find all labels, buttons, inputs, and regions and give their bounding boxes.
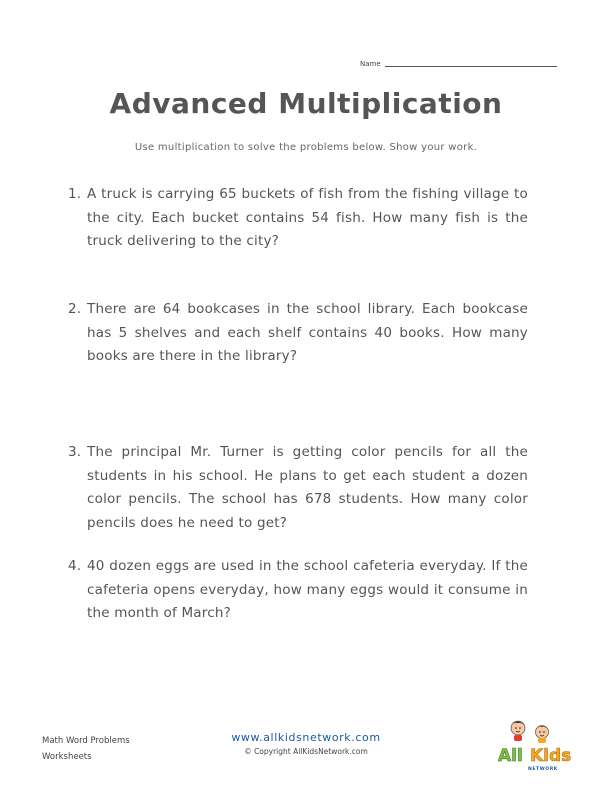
problem-number: 4. (68, 558, 82, 574)
page-title: Advanced Multiplication (109, 87, 503, 120)
footer-category-line1: Math Word Problems (42, 736, 130, 746)
problem-4 (68, 555, 528, 626)
logo-word-all: All (498, 746, 523, 766)
name-field[interactable] (360, 60, 557, 68)
problem-1 (68, 183, 528, 254)
problem-number: 2. (68, 301, 82, 317)
problem-text: The principal Mr. Turner is getting color pencils for all the students in his school. He plans to get each student a dozen color pencils. The school has 678 students. How many color pencils does he need to get? (87, 444, 528, 531)
copyright-text: © Copyright AllKidsNetwork.com (244, 747, 368, 756)
problem-number: 3. (68, 444, 82, 460)
problem-3 (68, 441, 528, 535)
problem-text: There are 64 bookcases in the school library. Each bookcase has 5 shelves and each shelf contains 40 books. How many books are there in the library? (87, 301, 528, 364)
name-underline[interactable] (385, 66, 557, 67)
name-label: Name (360, 60, 381, 68)
footer-category-line2: Worksheets (42, 752, 92, 762)
kid-right-icon (535, 726, 549, 744)
problem-text: A truck is carrying 65 buckets of fish from the fishing village to the city. Each bucket contains 54 fish. How many fish is the truck delivering to the city? (87, 186, 528, 249)
problem-number: 1. (68, 186, 82, 202)
problem-text: 40 dozen eggs are used in the school cafeteria everyday. If the cafeteria opens everyday, how many eggs would it consume in the month of March? (87, 558, 528, 621)
logo-word-kids: Kids (530, 746, 572, 766)
website-link[interactable]: www.allkidsnetwork.com (231, 731, 381, 744)
allkids-logo (490, 714, 580, 774)
logo-tagline: NETWORK (528, 767, 558, 772)
kid-left-icon (511, 721, 525, 741)
instructions: Use multiplication to solve the problems below. Show your work. (134, 142, 478, 153)
problem-2 (68, 298, 528, 369)
